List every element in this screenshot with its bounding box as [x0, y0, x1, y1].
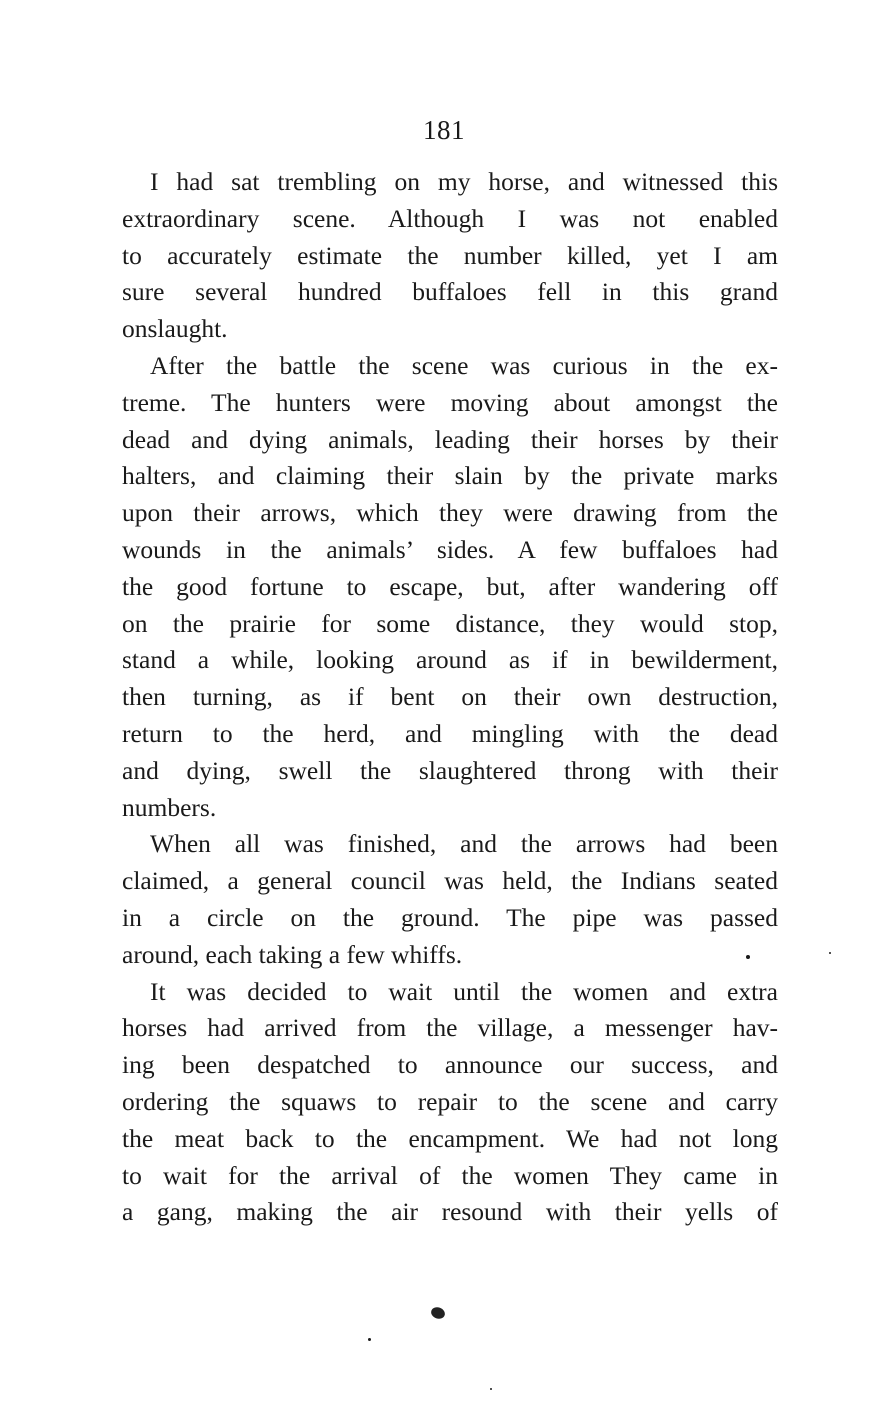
ink-speck [490, 1388, 492, 1390]
text-line: and dying, swell the slaughtered throng with their [122, 755, 778, 785]
text-line: upon their arrows, which they were drawing from the [122, 498, 778, 528]
text-line: claimed, a general council was held, the Indians seated [122, 866, 778, 896]
paragraph [122, 348, 778, 826]
ink-speck [829, 952, 831, 954]
text-line: ing been despatched to announce our success, and [122, 1050, 778, 1080]
text-line: When all was finished, and the arrows had been [150, 829, 778, 859]
text-line: I had sat trembling on my horse, and witnessed this [150, 167, 778, 196]
body-text [122, 164, 778, 1231]
text-line: in a circle on the ground. The pipe was passed [122, 902, 778, 932]
text-line: treme. The hunters were moving about amongst the [122, 387, 778, 417]
text-line: to wait for the arrival of the women They came in [122, 1160, 778, 1190]
text-line: stand a while, looking around as if in bewilderment, [122, 645, 778, 675]
text-line: the good fortune to escape, but, after wandering off [122, 571, 778, 601]
text-line: ordering the squaws to repair to the scene and carry [122, 1086, 778, 1116]
text-line: the meat back to the encampment. We had not long [122, 1123, 778, 1153]
ink-blot-ornament [430, 1305, 447, 1320]
text-line: sure several hundred buffaloes fell in this grand [122, 277, 778, 307]
paragraph [122, 164, 778, 348]
text-line: onslaught. [122, 314, 228, 344]
text-line: It was decided to wait until the women and extra [150, 976, 778, 1006]
text-line: a gang, making the air resound with their yells of [122, 1197, 778, 1227]
text-line: dead and dying animals, leading their horses by their [122, 424, 778, 454]
paragraph [122, 974, 778, 1232]
page-number: 181 [423, 115, 465, 145]
text-line: then turning, as if bent on their own destruction, [122, 682, 778, 712]
text-line: to accurately estimate the number killed, yet I am [122, 240, 778, 270]
ink-speck [368, 1338, 371, 1341]
text-line: around, each taking a few whiffs. [122, 939, 463, 969]
text-line: horses had arrived from the village, a messenger hav- [122, 1013, 778, 1043]
text-line: numbers. [122, 792, 217, 822]
ink-speck [746, 955, 750, 959]
paragraph [122, 826, 778, 973]
text-line: on the prairie for some distance, they would stop, [122, 608, 778, 638]
text-line: return to the herd, and mingling with the dead [122, 718, 778, 748]
text-line: halters, and claiming their slain by the private marks [122, 461, 778, 491]
text-line: extraordinary scene. Although I was not enabled [122, 203, 778, 233]
text-line: After the battle the scene was curious in the ex- [150, 350, 778, 380]
text-line: wounds in the animals’ sides. A few buffaloes had [122, 534, 778, 564]
